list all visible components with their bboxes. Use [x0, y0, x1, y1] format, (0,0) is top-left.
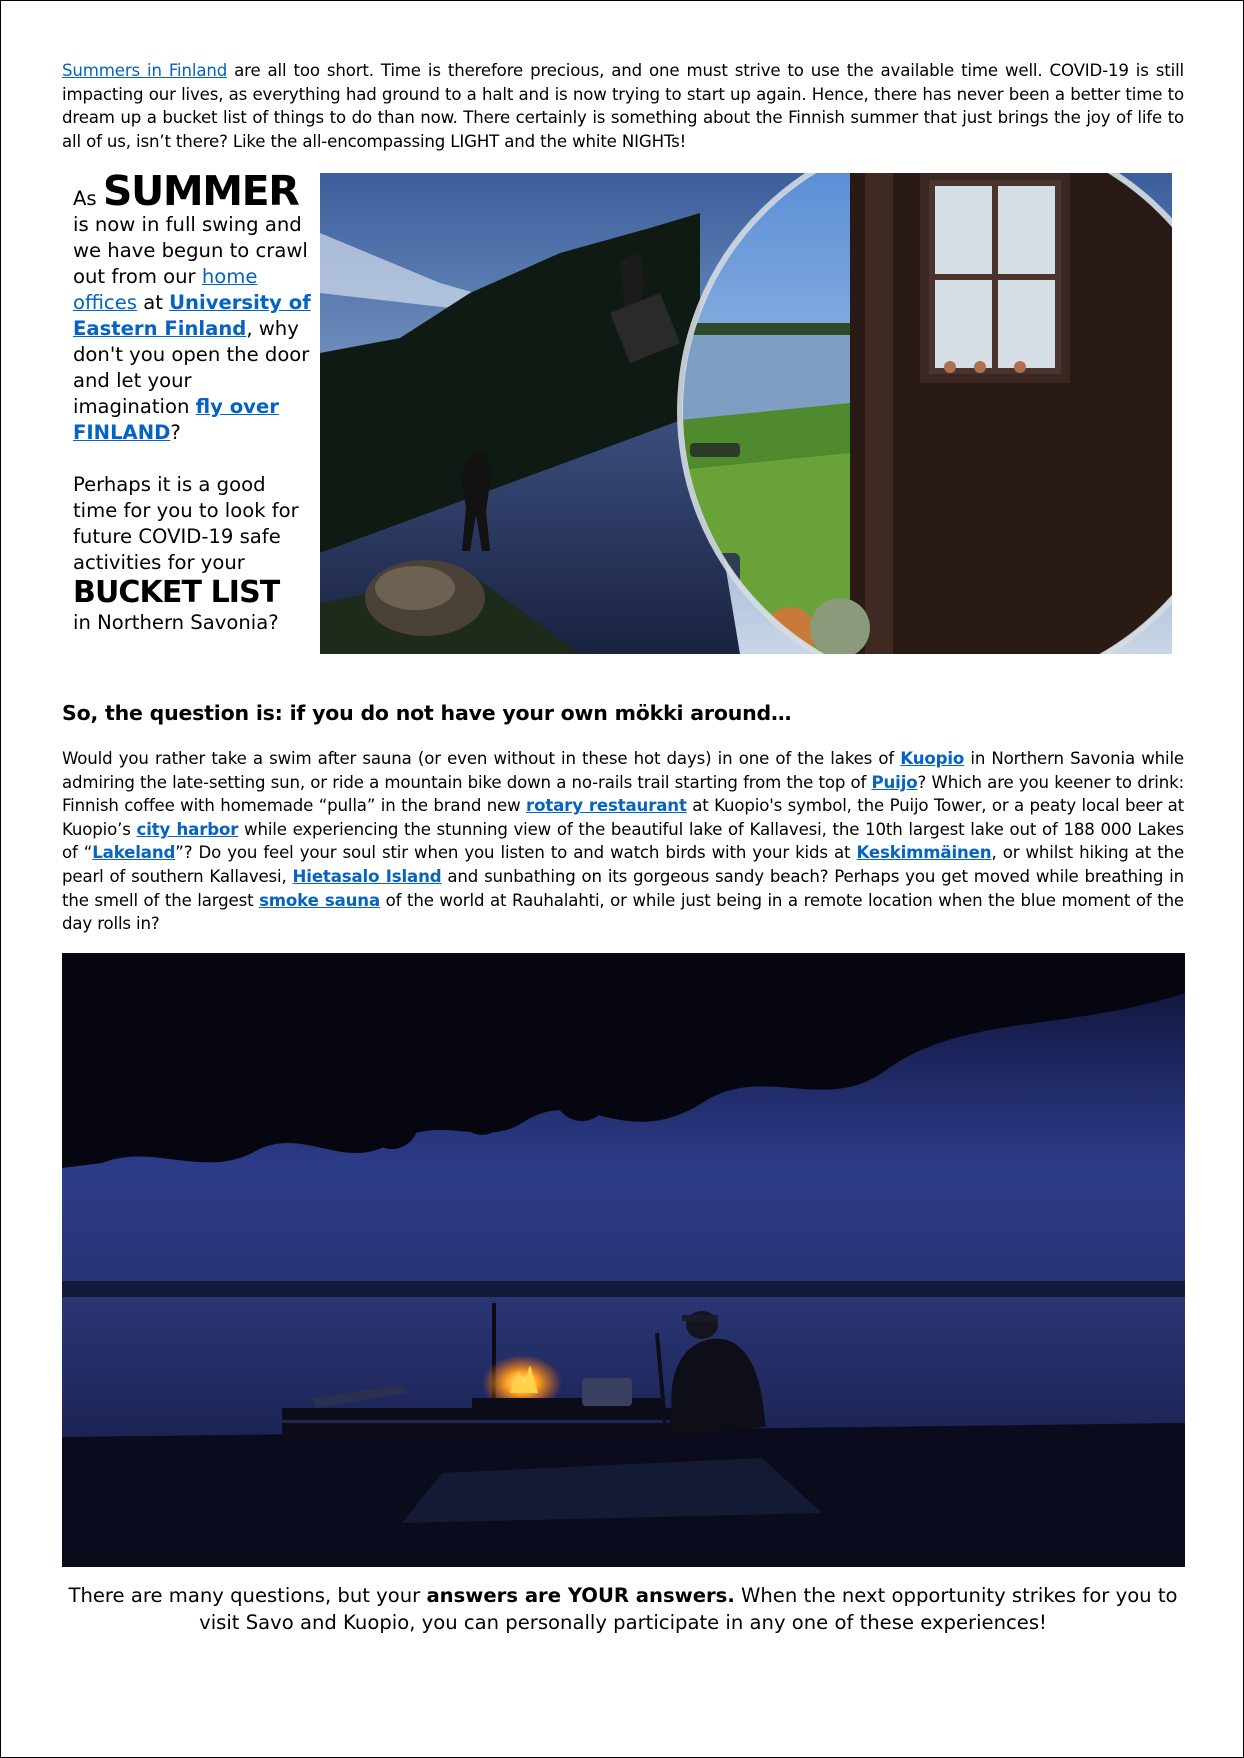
sidebar-text-4: ?	[170, 421, 181, 444]
summers-in-finland-link[interactable]: Summers in Finland	[62, 61, 228, 80]
section-heading: So, the question is: if you do not have your own mökki around…	[62, 701, 792, 725]
keskimmainen-link[interactable]: Keskimmäinen	[856, 843, 992, 863]
main-text: while experiencing the stunning view of the beautiful lake of Kallavesi, the 10th largest lake out of 188 000 Lakes of “	[62, 819, 1184, 863]
as-word: As	[73, 187, 103, 210]
summer-title: SUMMER	[102, 167, 299, 215]
main-text: at Kuopio's symbol, the Puijo Tower, or a peaty local beer at Kuopio’s	[62, 796, 1184, 839]
main-text: Would you rather take a swim after sauna (or even without in these hot days) in one of the lakes of	[62, 749, 901, 768]
summer-sidebar	[73, 167, 313, 636]
fly-over-finland-link[interactable]: fly over FINLAND	[73, 395, 279, 444]
main-text: and sunbathing on its gorgeous sandy beach? Perhaps you get moved while breathing in the smell of the largest	[62, 866, 1184, 910]
rotary-restaurant-link[interactable]: rotary restaurant	[526, 796, 687, 816]
main-paragraph	[62, 747, 1184, 936]
bucket-list-title: BUCKET LIST	[73, 575, 280, 610]
summer-lake-collage-image	[320, 173, 1172, 654]
main-text: of the world at Rauhalahti, or while just being in a remote location when the blue moment of the day rolls in?	[62, 890, 1184, 934]
intro-paragraph	[62, 59, 1184, 153]
uef-link[interactable]: University of Eastern Finland	[73, 291, 311, 340]
sidebar-text-6: in Northern Savonia?	[73, 611, 279, 634]
smoke-sauna-link[interactable]: smoke sauna	[259, 890, 381, 910]
city-harbor-link[interactable]: city harbor	[136, 819, 239, 839]
puijo-link[interactable]: Puijo	[871, 772, 918, 792]
sidebar-text-5: Perhaps it is a good time for you to look for future COVID-19 safe activities for your	[73, 473, 299, 574]
sidebar-text-3: , why don't you open the door and let your imagination	[73, 317, 310, 418]
lakeland-link[interactable]: Lakeland	[92, 843, 176, 863]
closing-text-1: There are many questions, but your	[68, 1584, 427, 1607]
main-text: ? Which are you keener to drink: Finnish coffee with homemade “pulla” in the brand new	[62, 772, 1185, 816]
intro-text: are all too short. Time is therefore precious, and one must strive to use the available time well. COVID-19 is still impacting our lives, as everything had ground to a halt and is now trying to start up again. Hence, there has never been a better time to dream up a bucket list of things to do than now. There certainly is something about the Finnish summer that just brings the joy of life to all of us, isn’t there? Like the all-encompassing LIGHT and the white NIGHTs!	[62, 61, 1185, 151]
hietasalo-island-link[interactable]: Hietasalo Island	[292, 866, 442, 886]
closing-text-2: When the next opportunity strikes for you to visit Savo and Kuopio, you can personally participate in any one of these experiences!	[199, 1584, 1178, 1634]
closing-paragraph	[62, 1583, 1184, 1636]
sidebar-text-2: at	[136, 291, 170, 314]
main-text: , or whilst hiking at the pearl of southern Kallavesi,	[62, 843, 1184, 886]
main-text: in Northern Savonia while admiring the late-setting sun, or ride a mountain bike down a no-rails trail starting from the top of	[62, 749, 1184, 792]
main-text: ”? Do you feel your soul stir when you listen to and watch birds with your kids at	[175, 843, 857, 863]
sidebar-text-1: is now in full swing and we have begun to crawl out from our	[73, 213, 308, 288]
home-offices-link[interactable]: home offices	[73, 265, 258, 314]
closing-emphasis: answers are YOUR answers.	[426, 1584, 735, 1607]
kuopio-link[interactable]: Kuopio	[900, 749, 965, 768]
lake-campfire-night-image	[62, 953, 1185, 1567]
